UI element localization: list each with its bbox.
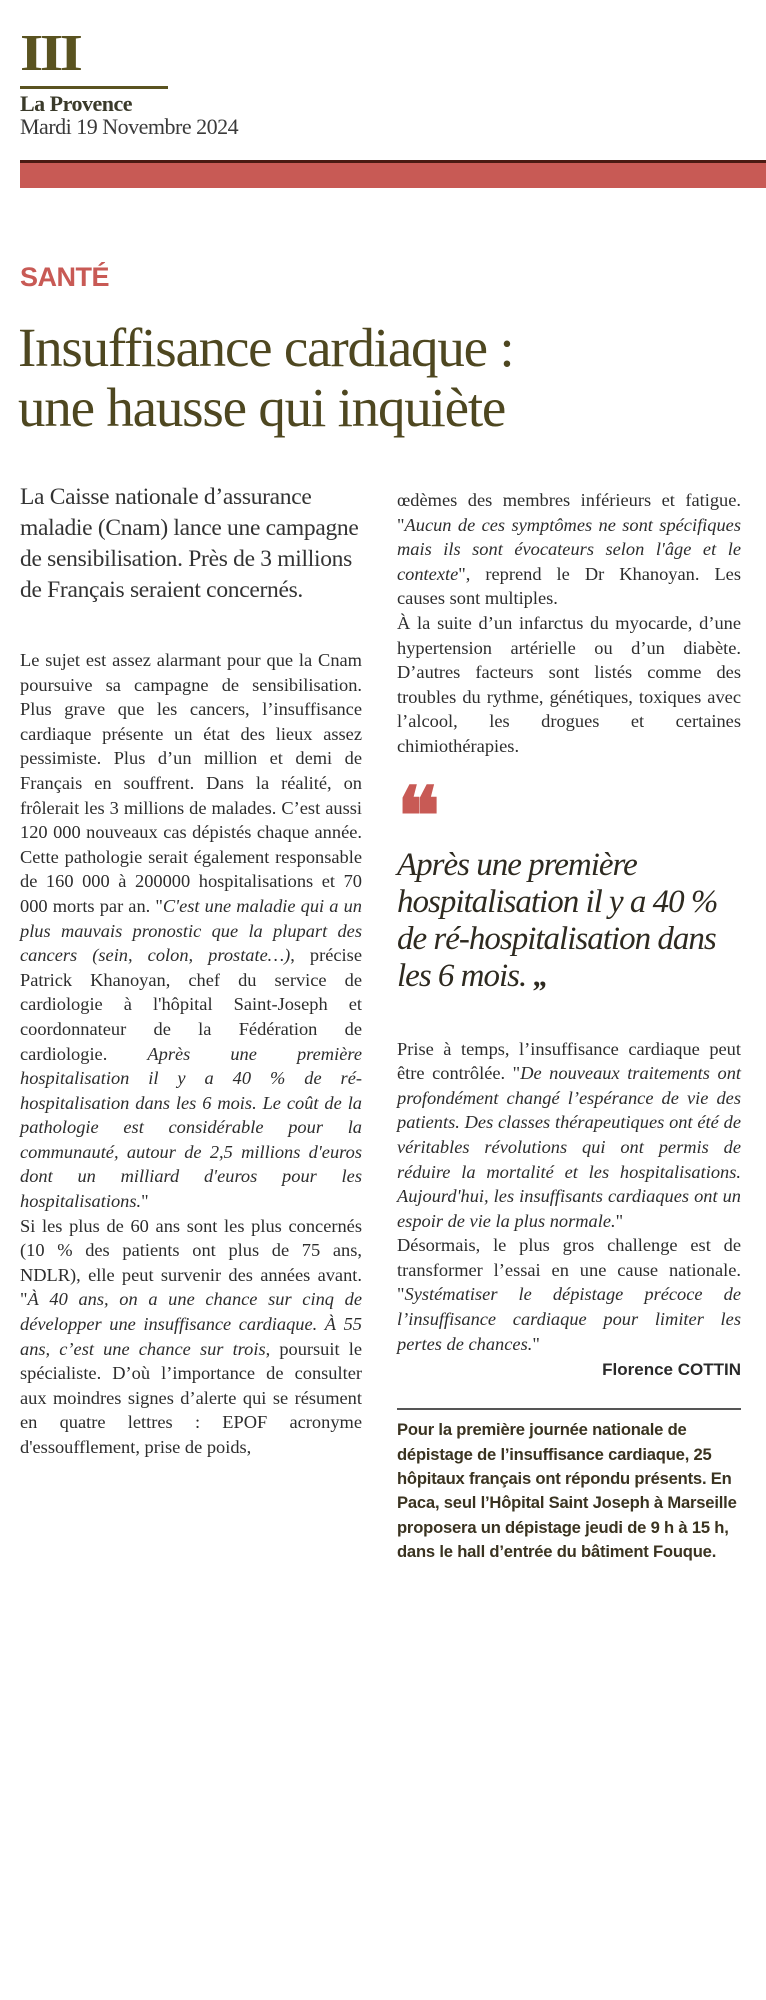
paragraph-2	[20, 1214, 362, 1460]
text-run: Désormais, le plus gros challenge est de transformer l’essai en une cause nationale. "	[397, 1235, 741, 1305]
article-column-left	[20, 482, 362, 1460]
headline-line-1: Insuffisance cardiaque :	[18, 317, 514, 378]
pull-quote-text: Après une première hospitalisation il y a 40 % de ré-hospitalisation dans les 6 mois.	[397, 846, 718, 994]
author-byline: Florence COTTIN	[602, 1360, 741, 1380]
quote-run: De nouveaux traitements ont profondément changé l’espérance de vie des patients. Des classes thérapeutiques ont été de véritables révolutions qui ont permis de réduire la mortalité et les hospitalisations. Aujourd'hui, les insuffisants cardiaques ont un espoir de vie la plus normale.	[397, 1063, 741, 1231]
paragraph-3	[397, 488, 741, 611]
quote-run: Aucun de ces symptômes ne sont spécifiques mais ils sont évocateurs selon l'âge et le contexte	[397, 514, 741, 584]
text-run: ", reprend le Dr Khanoyan. Les causes sont multiples.	[397, 563, 741, 609]
masthead	[20, 25, 239, 139]
text-run: "	[532, 1333, 540, 1354]
text-run: Le sujet est assez alarmant pour que la Cnam poursuive sa campagne de sensibilisation. Plus grave que les cancers, l’insuffisance cardiaque présente un état des lieux assez pessimiste. Plus d’un million et demi de Français en souffrent. Dans la réalité, on frôlerait les 3 millions de malades. C’est aussi 120 000 nouveaux cas dépistés chaque année. Cette pathologie serait également responsable de 160 000 à 200000 hospitalisations et 70 000 morts par an. "	[20, 650, 362, 916]
article-lede: La Caisse nationale d’assurance maladie (Cnam) lance une campagne de sensibilisation. Près de 3 millions de Français seraient concernés.	[20, 484, 359, 603]
info-box: Pour la première journée nationale de dépistage de l’insuffisance cardiaque, 25 hôpitaux français ont répondu présents. En Paca, seul l’Hôpital Saint Joseph à Marseille proposera un dépistage jeudi de 9 h à 15 h, dans le hall d’entrée du bâtiment Fouque.	[397, 1408, 741, 1564]
quote-run: C'est une maladie qui a un plus mauvais pronostic que la plupart des cancers (sein, colon, prostate…)	[20, 895, 362, 966]
quote-run: À 40 ans, on a une chance sur cinq de développer une insuffisance cardiaque. À 55 ans, c’est une chance sur trois	[20, 1289, 362, 1359]
text-run: "	[615, 1210, 624, 1231]
quote-open-icon: ❝	[397, 773, 437, 862]
paragraph-4: À la suite d’un infarctus du myocarde, d’une hypertension artérielle ou d’un diabète. D’autres facteurs sont listés comme des troubles du rythme, génétiques, toxiques avec l’alcool, les drogues et certaines chimiothérapies.	[397, 612, 741, 756]
text-run: "	[141, 1191, 149, 1212]
quote-close-icon: „	[533, 959, 548, 993]
quote-run: Après une première hospitalisation il y a 40 % de ré-hospitalisation dans les 6 mois. Le coût de la pathologie est considérable pour la communauté, autour de 2,5 millions d'euros dont un milliard d'euros pour les hospitalisations.	[20, 1043, 362, 1212]
paper-name: La Provence	[20, 91, 133, 116]
text-run: , précise Patrick Khanoyan, chef du service de cardiologie à l'hôpital Saint-Joseph et coordonnateur de la Fédération de cardiologie.	[20, 945, 362, 1064]
paragraph-5	[397, 1037, 741, 1234]
text-run: Si les plus de 60 ans sont les plus concernés (10 % des patients ont plus de 75 ans, NDLR), elle peut survenir des années avant. "	[20, 1215, 362, 1310]
publication-date: Mardi 19 Novembre 2024	[20, 114, 239, 139]
headline-line-2: une hausse qui inquiète	[18, 377, 506, 438]
article-rubric: SANTÉ	[20, 262, 110, 292]
masthead-rule	[20, 86, 168, 89]
paragraph-1	[20, 648, 362, 1214]
paragraph-6	[397, 1233, 741, 1356]
section-numeral: III	[20, 25, 80, 82]
article-headline	[18, 318, 758, 438]
text-run: œdèmes des membres inférieurs et fatigue. "	[397, 490, 741, 535]
section-color-bar	[20, 160, 766, 188]
quote-run: Systématiser le dépistage précoce de l’insuffisance cardiaque pour limiter les pertes de chances.	[397, 1284, 741, 1354]
text-run: Prise à temps, l’insuffisance cardiaque peut être contrôlée. "	[397, 1038, 741, 1084]
text-run: , poursuit le spécialiste. D’où l’importance de consulter aux moindres signes d’alerte qui se résument en quatre lettres : EPOF acronyme d'essoufflement, prise de poids,	[20, 1338, 362, 1457]
pull-quote	[397, 847, 741, 995]
article-column-right	[397, 488, 741, 1565]
